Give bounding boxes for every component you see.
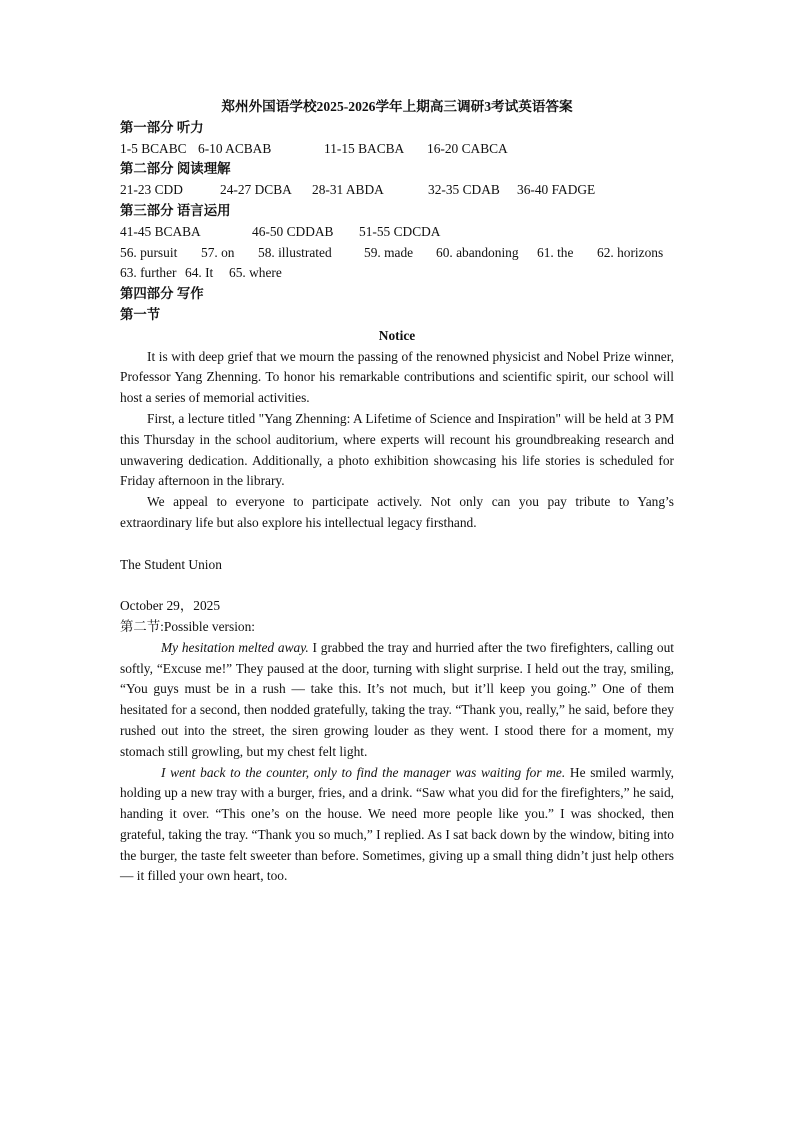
- story-lead: I went back to the counter, only to find the manager was waiting for me.: [161, 764, 566, 780]
- part1-heading: 第一部分 听力: [120, 119, 204, 135]
- answer-group: 6-10 ACBAB: [198, 140, 272, 156]
- answer-group: 51-55 CDCDA: [359, 223, 441, 239]
- notice-paragraph: It is with deep grief that we mourn the passing of the renowned physicist and Nobel Prize winner, Professor Yang Zhenning. To honor his remarkable contributions and scientific spirit, our school will host a series of memorial activities.: [120, 348, 674, 406]
- part3-row3: [120, 263, 674, 284]
- story-paragraph: [120, 763, 674, 888]
- answer-item: 65. where: [229, 265, 282, 281]
- answer-item: 61. the: [537, 244, 574, 260]
- answer-group: 21-23 CDD: [120, 182, 183, 198]
- notice-signature: The Student Union: [120, 556, 222, 572]
- answer-item: 57. on: [201, 244, 235, 260]
- answer-group: 1-5 BCABC: [120, 140, 187, 156]
- story-text: I grabbed the tray and hurried after the two firefighters, calling out softly, “Excuse me!” They paused at the door, turning with slight surprise. I held out the tray, smiling, “You guys must be in a rush — take this. It’s not much, but it’ll keep you going.” One of them hesitated for a second, then nodded gratefully, taking the tray. “Thank you, really,” he said, before they rushed out into the street, the siren growing louder as they went. I stood there for a moment, my stomach still growling, but my chest felt light.: [120, 639, 674, 759]
- answer-item: 64. It: [185, 265, 214, 281]
- part2-answers: [120, 180, 674, 201]
- answer-group: 16-20 CABCA: [427, 140, 508, 156]
- story-lead: My hesitation melted away.: [161, 639, 309, 655]
- notice-paragraph: We appeal to everyone to participate actively. Not only can you pay tribute to Yang’s extraordinary life but also explore his intellectual legacy firsthand.: [120, 494, 674, 530]
- notice-paragraph: First, a lecture titled "Yang Zhenning: A Lifetime of Science and Inspiration" will be held at 3 PM this Thursday in the school auditorium, where experts will recount his groundbreaking research and unwavering dedication. Additionally, a photo exhibition showcasing his life stories is scheduled for Friday afternoon in the library.: [120, 410, 674, 489]
- part3-heading: 第三部分 语言运用: [120, 202, 231, 218]
- section1-heading: 第一节: [120, 306, 161, 322]
- section2-heading: 第二节:Possible version:: [120, 618, 256, 634]
- story-paragraph: [120, 638, 674, 763]
- answer-group: 46-50 CDDAB: [252, 223, 334, 239]
- story-text: He smiled warmly, holding up a new tray with a burger, fries, and a drink. “Saw what you did for the firefighters,” he said, handing it over. “This one’s on the house. We need more people like you.” I was shocked, then grateful, taking the tray. “Thank you so much,” I replied. As I sat back down by the window, biting into the burger, the taste felt sweeter than before. Sometimes, giving up a small thing didn’t just help others — it filled your own heart, too.: [120, 764, 674, 884]
- answer-item: 62. horizons: [597, 244, 664, 260]
- part1-answers: [120, 139, 674, 160]
- part2-heading: 第二部分 阅读理解: [120, 161, 231, 177]
- notice-date: October 29，2025: [120, 598, 221, 614]
- document-title: 郑州外国语学校2025-2026学年上期高三调研3考试英语答案: [221, 99, 573, 114]
- part4-heading: 第四部分 写作: [120, 286, 204, 302]
- answer-group: 41-45 BCABA: [120, 223, 201, 239]
- notice-title: Notice: [378, 327, 416, 343]
- answer-group: 11-15 BACBA: [324, 140, 405, 156]
- part3-row1: [120, 222, 674, 243]
- answer-document: [120, 97, 674, 887]
- answer-group: 32-35 CDAB: [428, 182, 500, 198]
- part3-row2: [120, 243, 674, 264]
- answer-group: 24-27 DCBA: [220, 182, 292, 198]
- answer-item: 60. abandoning: [436, 244, 519, 260]
- answer-item: 63. further: [120, 265, 177, 281]
- answer-group: 36-40 FADGE: [517, 182, 596, 198]
- answer-item: 56. pursuit: [120, 244, 178, 260]
- answer-group: 28-31 ABDA: [312, 182, 384, 198]
- answer-item: 59. made: [364, 244, 414, 260]
- answer-item: 58. illustrated: [258, 244, 332, 260]
